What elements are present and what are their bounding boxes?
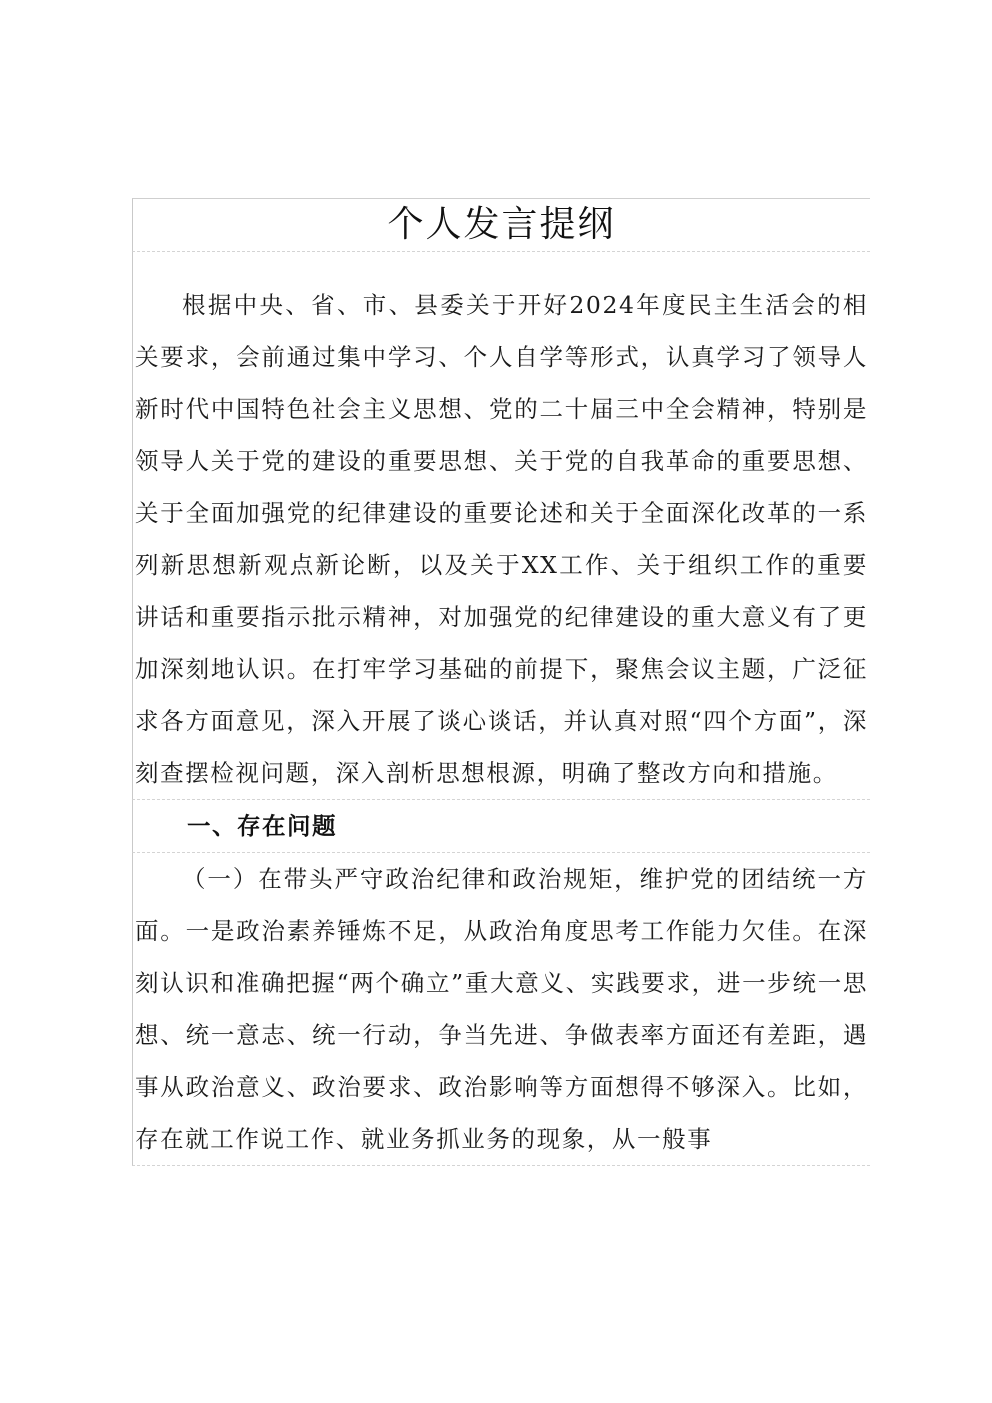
title-block bbox=[132, 198, 870, 251]
document-title: 个人发言提纲 bbox=[387, 204, 616, 245]
intro-block bbox=[132, 251, 870, 799]
document-page bbox=[132, 198, 870, 1166]
intro-paragraph: 根据中央、省、市、县委关于开好2024年度民主生活会的相关要求，会前通过集中学习、个人自学等形式，认真学习了领导人新时代中国特色社会主义思想、党的二十届三中全会精神，特别是领导人关于党的建设的重要思想、关于党的自我革命的重要思想、关于全面加强党的纪律建设的重要论述和关于全面深化改革的一系列新思想新观点新论断，以及关于XX工作、关于组织工作的重要讲话和重要指示批示精神，对加强党的纪律建设的重大意义有了更加深刻地认识。在打牢学习基础的前提下，聚焦会议主题，广泛征求各方面意见，深入开展了谈心谈话，并认真对照“四个方面”，深刻查摆检视问题，深入剖析思想根源，明确了整改方向和措施。 bbox=[135, 291, 868, 787]
section-heading: 一、存在问题 bbox=[187, 812, 337, 840]
section-heading-block bbox=[132, 799, 870, 852]
section-body-block bbox=[132, 852, 870, 1166]
section-paragraph: （一）在带头严守政治纪律和政治规矩，维护党的团结统一方面。一是政治素养锤炼不足，从政治角度思考工作能力欠佳。在深刻认识和准确把握“两个确立”重大意义、实践要求，进一步统一思想、统一意志、统一行动，争当先进、争做表率方面还有差距，遇事从政治意义、政治要求、政治影响等方面想得不够深入。比如，存在就工作说工作、就业务抓业务的现象，从一般事 bbox=[135, 865, 868, 1153]
